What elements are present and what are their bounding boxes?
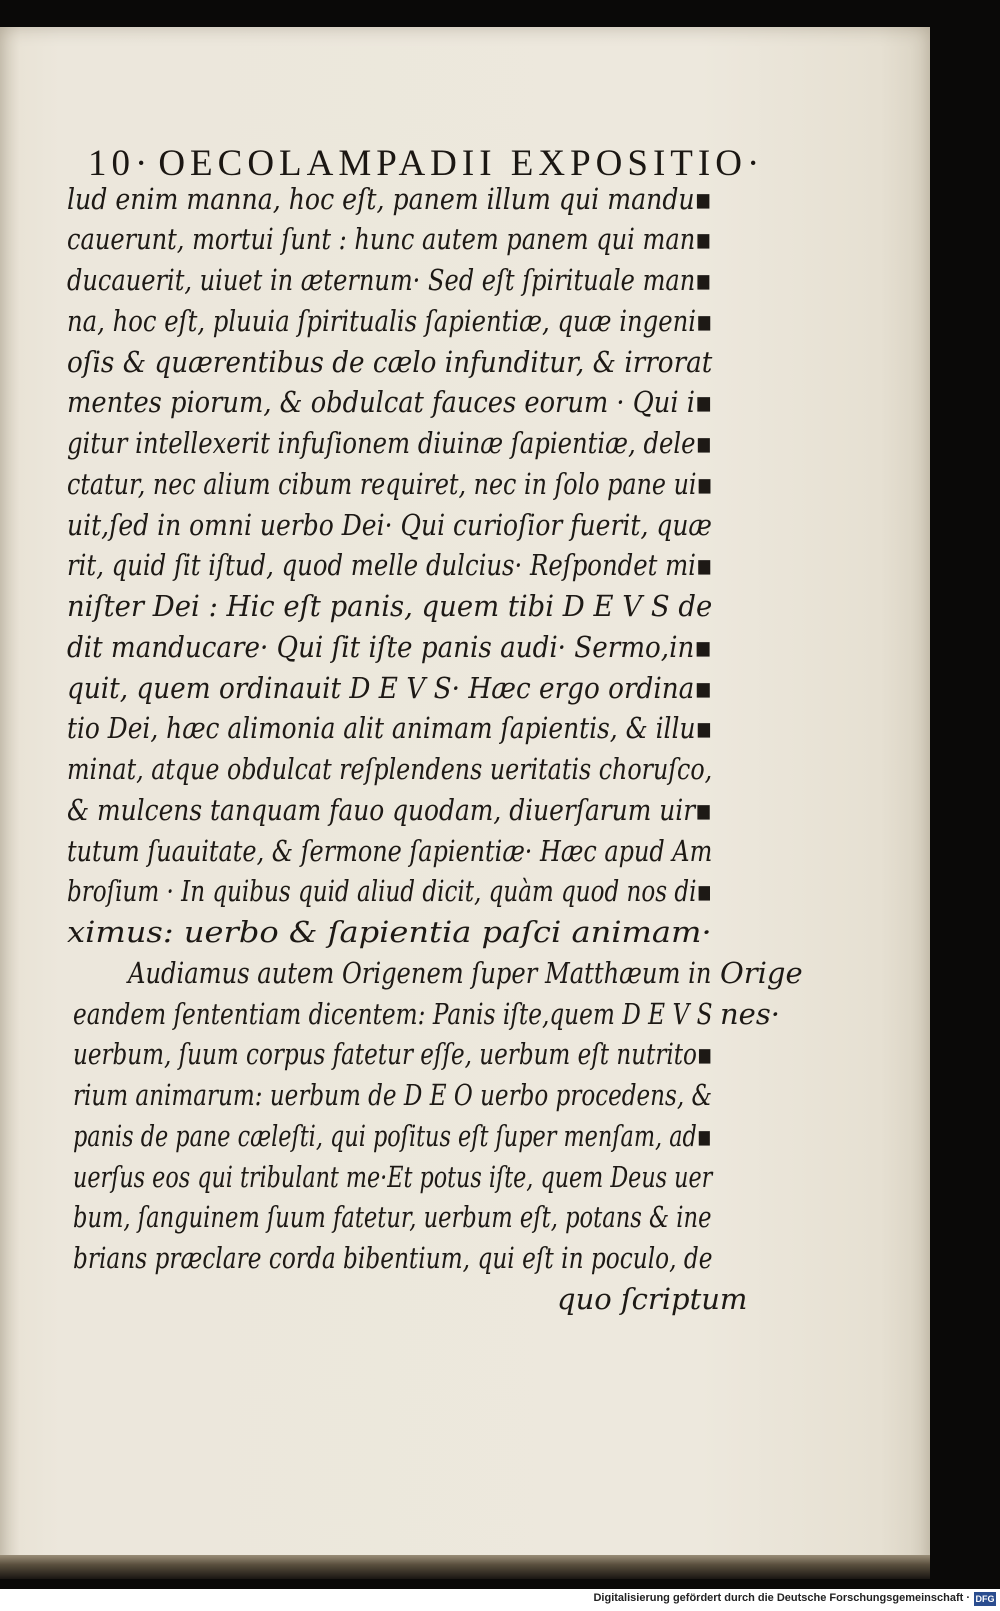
text-line: uerſus eos qui tribulant me·Et potus iſte, quem Deus uer	[73, 1160, 713, 1194]
text-line: cauerunt, mortui ſunt : hunc autem panem qui man▪	[67, 222, 712, 256]
text-line: panis de pane cæleſti, qui poſitus eſt ſuper menſam, ad▪	[73, 1119, 712, 1153]
margin-note-line: nes·	[720, 997, 780, 1031]
body-text	[0, 27, 930, 1579]
text-line: ducauerit, uiuet in æternum· Sed eſt ſpirituale man▪	[67, 263, 712, 297]
running-title: OECOLAMPADII EXPOSITIO·	[158, 143, 765, 184]
text-line: uerbum, ſuum corpus fatetur eſſe, uerbum eſt nutrito▪	[73, 1037, 713, 1071]
text-line: niſter Dei : Hic eſt panis, quem tibi D E V S de	[67, 589, 713, 623]
text-line: Audiamus autem Origenem ſuper Matthæum in	[128, 956, 712, 990]
margin-note-line: Orige	[720, 956, 803, 990]
text-line: eandem ſententiam dicentem: Panis iſte,quem D E V S	[73, 997, 713, 1031]
page-number: 10·	[88, 143, 153, 184]
text-line: tio Dei, hæc alimonia alit animam ſapientis, & illu▪	[67, 711, 713, 745]
footer-bar	[0, 1589, 1000, 1611]
text-line: rium animarum: uerbum de D E O uerbo procedens, &	[73, 1078, 713, 1112]
text-line: lud enim manna, hoc eſt, panem illum qui mandu▪	[67, 182, 712, 216]
page-bottom-edge	[0, 1555, 930, 1579]
text-line: quit, quem ordinauit D E V S· Hæc ergo ordina▪	[67, 671, 713, 705]
text-line: gitur intellexerit infuſionem diuinæ ſapientiæ, dele▪	[67, 426, 713, 460]
text-line: broſium · In quibus quid aliud dicit, quàm quod nos di▪	[67, 874, 713, 908]
text-line: minat, atque obdulcat reſplendens ueritatis choruſco,	[67, 752, 713, 786]
catchword: quo ſcriptum	[557, 1282, 748, 1316]
text-line: uit,ſed in omni uerbo Dei· Qui curioſior fuerit, quæ	[67, 508, 712, 542]
text-line: ctatur, nec alium cibum requiret, nec in ſolo pane ui▪	[67, 467, 713, 501]
text-line: ximus: uerbo & ſapientia paſci animam·	[67, 915, 712, 949]
text-line: bum, ſanguinem ſuum fatetur, uerbum eſt, potans & ine	[73, 1200, 712, 1234]
text-line: rit, quid ſit iſtud, quod melle dulcius· Reſpondet mi▪	[67, 548, 713, 582]
text-line: & mulcens tanquam fauo quodam, diuerſarum uir▪	[67, 793, 712, 827]
text-line: na, hoc eſt, pluuia ſpiritualis ſapientiæ, quæ ingeni▪	[67, 304, 713, 338]
book-page	[0, 27, 930, 1579]
funding-credit: Digitalisierung gefördert durch die Deutsche Forschungsgemeinschaft ·	[593, 1592, 970, 1604]
text-line: mentes piorum, & obdulcat fauces eorum · Qui i▪	[67, 385, 713, 419]
dfg-logo-icon: DFG	[975, 1594, 995, 1604]
text-line: tutum ſuauitate, & ſermone ſapientiæ· Hæc apud Am	[67, 834, 713, 868]
text-line: brians præclare corda bibentium, qui eſt in poculo, de	[73, 1241, 713, 1275]
text-line: oſis & quærentibus de cælo infunditur, & irrorat	[67, 345, 713, 379]
text-line: dit manducare· Qui ſit iſte panis audi· Sermo,in▪	[67, 630, 713, 664]
